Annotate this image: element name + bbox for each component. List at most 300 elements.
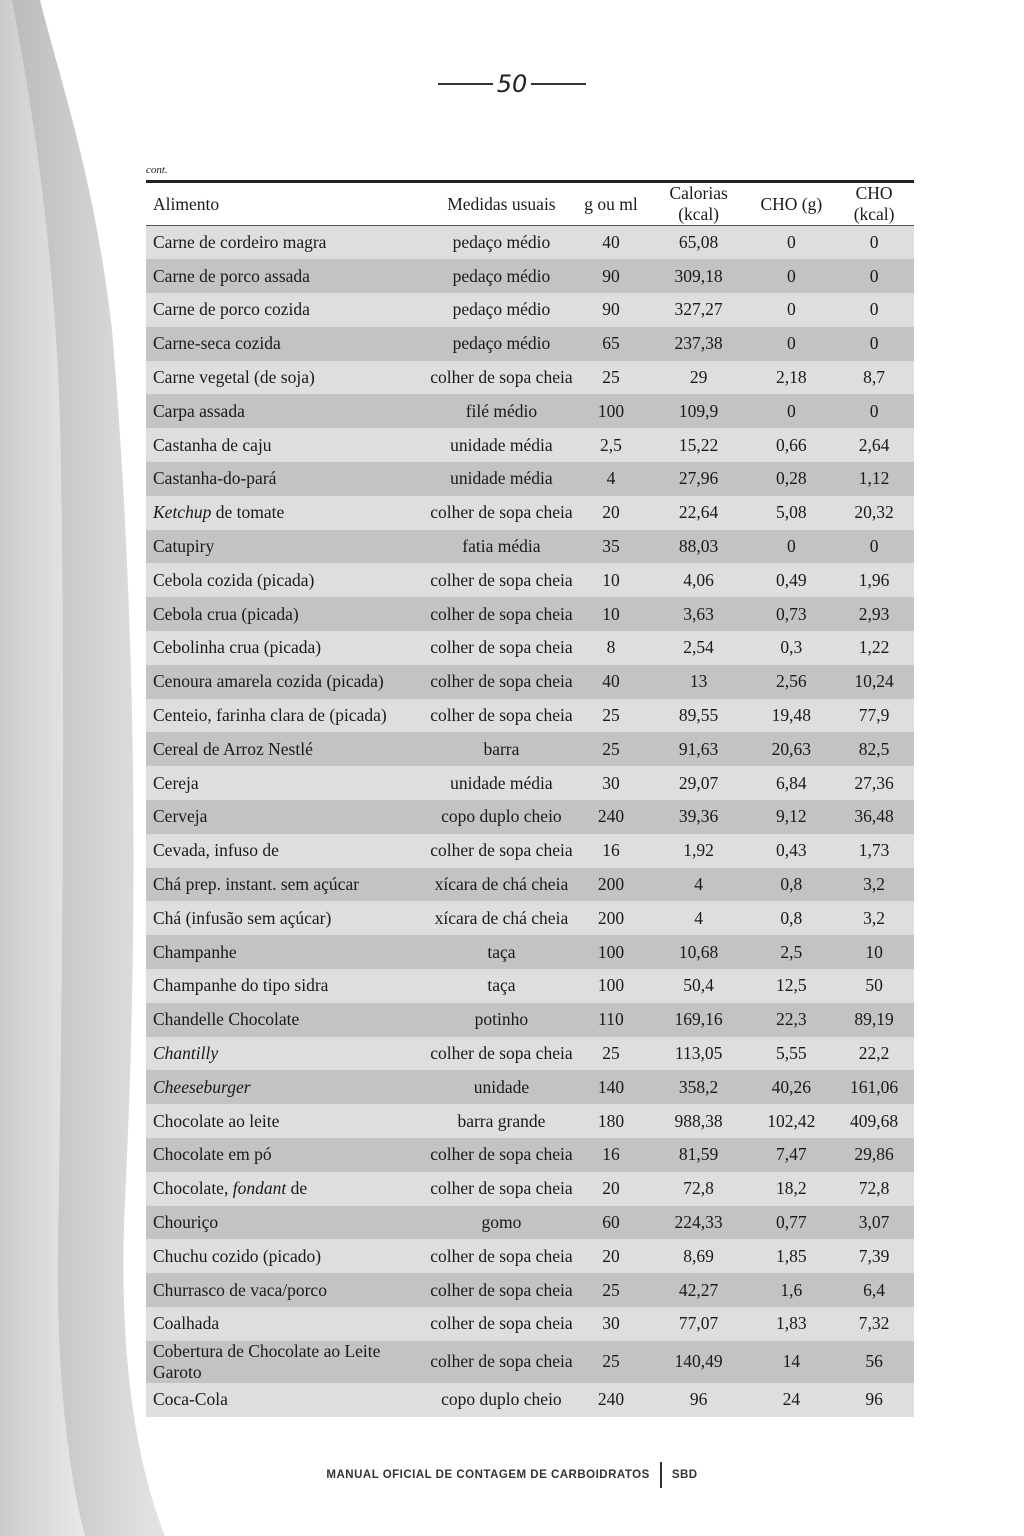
cell-cho-kcal: 0 xyxy=(834,259,914,293)
cell-medida: copo duplo cheio xyxy=(430,800,573,834)
cell-cho-g: 0 xyxy=(748,226,834,260)
alimento-text: Cebolinha crua (picada) xyxy=(153,637,322,658)
cell-g-ml: 100 xyxy=(573,969,649,1003)
cell-g-ml: 20 xyxy=(573,1172,649,1206)
cell-calorias: 72,8 xyxy=(649,1172,749,1206)
cell-cho-g: 0,8 xyxy=(748,901,834,935)
cell-g-ml: 240 xyxy=(573,800,649,834)
cell-medida: copo duplo cheio xyxy=(430,1383,573,1417)
header-cho-kcal: CHO (kcal) xyxy=(834,182,914,226)
cell-alimento xyxy=(146,597,430,631)
cell-alimento xyxy=(146,394,430,428)
alimento-text: Chouriço xyxy=(153,1212,219,1232)
cell-cho-kcal: 50 xyxy=(834,969,914,1003)
cell-cho-g: 2,56 xyxy=(748,665,834,699)
cell-cho-kcal: 7,39 xyxy=(834,1239,914,1273)
cell-alimento xyxy=(146,1383,430,1417)
alimento-text: Catupiry xyxy=(153,536,215,557)
cell-alimento xyxy=(146,1037,430,1071)
cell-calorias: 2,54 xyxy=(649,631,749,665)
cell-cho-kcal: 29,86 xyxy=(834,1138,914,1172)
cell-cho-kcal: 72,8 xyxy=(834,1172,914,1206)
cell-calorias: 4,06 xyxy=(649,563,749,597)
cell-g-ml: 2,5 xyxy=(573,428,649,462)
cell-g-ml: 25 xyxy=(573,699,649,733)
cell-medida: colher de sopa cheia xyxy=(430,1239,573,1273)
cell-medida: gomo xyxy=(430,1206,573,1240)
cell-alimento xyxy=(146,800,430,834)
cell-alimento xyxy=(146,1138,430,1172)
cell-cho-kcal: 82,5 xyxy=(834,732,914,766)
cell-g-ml: 200 xyxy=(573,868,649,902)
cell-cho-g: 0,3 xyxy=(748,631,834,665)
alimento-text: Cenoura amarela cozida (picada) xyxy=(153,671,384,692)
cell-medida: colher de sopa cheia xyxy=(430,834,573,868)
cell-cho-g: 0,66 xyxy=(748,428,834,462)
alimento-text: Cerveja xyxy=(153,806,208,827)
alimento-text: Cereal de Arroz Nestlé xyxy=(153,738,313,759)
cell-cho-kcal: 56 xyxy=(834,1341,914,1383)
alimento-text: Chocolate ao leite xyxy=(153,1110,280,1131)
alimento-text: Cereja xyxy=(153,772,199,793)
cell-medida: pedaço médio xyxy=(430,293,573,327)
table-row xyxy=(146,868,914,902)
cell-medida: xícara de chá cheia xyxy=(430,868,573,902)
table-row xyxy=(146,327,914,361)
table-row xyxy=(146,699,914,733)
cell-g-ml: 65 xyxy=(573,327,649,361)
alimento-text-suffix: de xyxy=(286,1178,308,1199)
footer-org: SBD xyxy=(671,1469,698,1481)
table-row xyxy=(146,766,914,800)
cell-g-ml: 25 xyxy=(573,1341,649,1383)
cell-cho-kcal: 1,96 xyxy=(834,563,914,597)
cell-alimento xyxy=(146,563,430,597)
alimento-italic-text: fondant xyxy=(232,1178,287,1199)
cell-calorias: 96 xyxy=(649,1383,749,1417)
table-row xyxy=(146,496,914,530)
cell-cho-g: 5,08 xyxy=(748,496,834,530)
alimento-text: Churrasco de vaca/porco xyxy=(153,1279,327,1300)
cell-calorias: 77,07 xyxy=(649,1307,749,1341)
cell-medida: fatia média xyxy=(430,530,573,564)
cell-alimento xyxy=(146,1172,430,1206)
cell-cho-kcal: 0 xyxy=(834,327,914,361)
cell-cho-g: 7,47 xyxy=(748,1138,834,1172)
cell-calorias: 8,69 xyxy=(649,1239,749,1273)
header-cho-g: CHO (g) xyxy=(748,182,834,226)
cell-cho-g: 0,77 xyxy=(748,1206,834,1240)
cell-g-ml: 180 xyxy=(573,1104,649,1138)
table-row xyxy=(146,1273,914,1307)
alimento-italic-text: Ketchup xyxy=(153,502,212,523)
alimento-text: Cebola crua (picada) xyxy=(153,603,299,624)
cell-g-ml: 35 xyxy=(573,530,649,564)
cell-medida: colher de sopa cheia xyxy=(430,699,573,733)
cell-medida: barra grande xyxy=(430,1104,573,1138)
alimento-text: Carne-seca cozida xyxy=(153,333,281,354)
cell-cho-g: 2,18 xyxy=(748,361,834,395)
cell-medida: xícara de chá cheia xyxy=(430,901,573,935)
cell-alimento xyxy=(146,631,430,665)
cell-cho-kcal: 0 xyxy=(834,293,914,327)
cell-cho-g: 24 xyxy=(748,1383,834,1417)
cell-medida: taça xyxy=(430,935,573,969)
cell-medida: colher de sopa cheia xyxy=(430,1341,573,1383)
footer-title: MANUAL OFICIAL DE CONTAGEM DE CARBOIDRATOS xyxy=(326,1469,650,1481)
alimento-text: Centeio, farinha clara de (picada) xyxy=(153,705,387,726)
cell-medida: filé médio xyxy=(430,394,573,428)
alimento-text: Cebola cozida (picada) xyxy=(153,569,315,590)
cell-g-ml: 30 xyxy=(573,1307,649,1341)
cell-cho-g: 14 xyxy=(748,1341,834,1383)
cell-cho-kcal: 1,73 xyxy=(834,834,914,868)
cell-g-ml: 10 xyxy=(573,563,649,597)
footer xyxy=(0,1462,1024,1488)
table-row xyxy=(146,1307,914,1341)
cell-cho-g: 18,2 xyxy=(748,1172,834,1206)
cell-cho-kcal: 2,64 xyxy=(834,428,914,462)
cell-cho-kcal: 3,2 xyxy=(834,901,914,935)
cell-alimento xyxy=(146,462,430,496)
cell-cho-g: 22,3 xyxy=(748,1003,834,1037)
cell-g-ml: 16 xyxy=(573,1138,649,1172)
cell-medida: colher de sopa cheia xyxy=(430,1037,573,1071)
cell-alimento xyxy=(146,1273,430,1307)
cell-calorias: 109,9 xyxy=(649,394,749,428)
cell-alimento xyxy=(146,1239,430,1273)
page-number-rule-left xyxy=(438,83,493,85)
cell-calorias: 309,18 xyxy=(649,259,749,293)
table-row xyxy=(146,293,914,327)
table-row xyxy=(146,361,914,395)
cell-medida: colher de sopa cheia xyxy=(430,1138,573,1172)
cell-alimento xyxy=(146,428,430,462)
table-row xyxy=(146,1138,914,1172)
cell-g-ml: 240 xyxy=(573,1383,649,1417)
cell-g-ml: 30 xyxy=(573,766,649,800)
table-row xyxy=(146,462,914,496)
cell-g-ml: 40 xyxy=(573,226,649,260)
table-row xyxy=(146,732,914,766)
table-row xyxy=(146,1037,914,1071)
cell-medida: pedaço médio xyxy=(430,226,573,260)
cell-calorias: 50,4 xyxy=(649,969,749,1003)
cell-alimento xyxy=(146,1341,430,1383)
cell-calorias: 15,22 xyxy=(649,428,749,462)
cell-medida: barra xyxy=(430,732,573,766)
table-row xyxy=(146,530,914,564)
cell-alimento xyxy=(146,868,430,902)
cell-cho-g: 0 xyxy=(748,259,834,293)
cell-cho-kcal: 3,2 xyxy=(834,868,914,902)
cell-alimento xyxy=(146,530,430,564)
cell-alimento xyxy=(146,259,430,293)
cell-cho-g: 9,12 xyxy=(748,800,834,834)
cell-calorias: 81,59 xyxy=(649,1138,749,1172)
table-row xyxy=(146,1104,914,1138)
cell-medida: colher de sopa cheia xyxy=(430,665,573,699)
cell-cho-kcal: 0 xyxy=(834,394,914,428)
cell-calorias: 27,96 xyxy=(649,462,749,496)
cell-medida: colher de sopa cheia xyxy=(430,361,573,395)
cell-cho-kcal: 409,68 xyxy=(834,1104,914,1138)
cell-cho-g: 0 xyxy=(748,327,834,361)
cell-cho-g: 0,8 xyxy=(748,868,834,902)
table-row xyxy=(146,834,914,868)
alimento-text: Carpa assada xyxy=(153,400,245,421)
cell-alimento xyxy=(146,935,430,969)
cell-calorias: 1,92 xyxy=(649,834,749,868)
cell-g-ml: 25 xyxy=(573,1037,649,1071)
cell-cho-g: 0 xyxy=(748,394,834,428)
cell-medida: potinho xyxy=(430,1003,573,1037)
cell-medida: colher de sopa cheia xyxy=(430,563,573,597)
cell-cho-g: 19,48 xyxy=(748,699,834,733)
alimento-text: Champanhe do tipo sidra xyxy=(153,975,329,996)
cell-cho-g: 6,84 xyxy=(748,766,834,800)
table-row xyxy=(146,1070,914,1104)
cell-cho-g: 5,55 xyxy=(748,1037,834,1071)
cell-cho-kcal: 1,22 xyxy=(834,631,914,665)
header-alimento: Alimento xyxy=(146,182,430,226)
cell-calorias: 65,08 xyxy=(649,226,749,260)
cell-g-ml: 20 xyxy=(573,1239,649,1273)
cell-calorias: 224,33 xyxy=(649,1206,749,1240)
cell-cho-g: 0 xyxy=(748,293,834,327)
cell-cho-kcal: 22,2 xyxy=(834,1037,914,1071)
table-row xyxy=(146,259,914,293)
table-row xyxy=(146,1341,914,1383)
cell-cho-kcal: 2,93 xyxy=(834,597,914,631)
cell-cho-g: 0,73 xyxy=(748,597,834,631)
cell-cho-g: 1,6 xyxy=(748,1273,834,1307)
cell-g-ml: 8 xyxy=(573,631,649,665)
cell-alimento xyxy=(146,361,430,395)
cell-g-ml: 20 xyxy=(573,496,649,530)
cell-calorias: 4 xyxy=(649,901,749,935)
cell-medida: unidade média xyxy=(430,428,573,462)
cell-calorias: 88,03 xyxy=(649,530,749,564)
table-body xyxy=(146,226,914,1417)
alimento-text: Castanha-do-pará xyxy=(153,468,277,489)
table-row xyxy=(146,1003,914,1037)
cell-alimento xyxy=(146,496,430,530)
cell-medida: taça xyxy=(430,969,573,1003)
alimento-text: Coca-Cola xyxy=(153,1389,228,1410)
table-row xyxy=(146,394,914,428)
cell-cho-g: 0 xyxy=(748,530,834,564)
cell-cho-g: 102,42 xyxy=(748,1104,834,1138)
cell-calorias: 29,07 xyxy=(649,766,749,800)
table-row xyxy=(146,1172,914,1206)
cell-medida: pedaço médio xyxy=(430,327,573,361)
cell-calorias: 327,27 xyxy=(649,293,749,327)
alimento-text: Carne de cordeiro magra xyxy=(153,232,327,253)
cell-cho-kcal: 0 xyxy=(834,530,914,564)
table-row xyxy=(146,428,914,462)
alimento-text: Carne de porco assada xyxy=(153,265,310,286)
cell-alimento xyxy=(146,901,430,935)
food-table xyxy=(146,180,914,1417)
cell-cho-kcal: 161,06 xyxy=(834,1070,914,1104)
table-row xyxy=(146,1206,914,1240)
cell-cho-g: 1,83 xyxy=(748,1307,834,1341)
cell-g-ml: 140 xyxy=(573,1070,649,1104)
alimento-text: Coalhada xyxy=(153,1313,220,1334)
cell-g-ml: 25 xyxy=(573,732,649,766)
cell-medida: colher de sopa cheia xyxy=(430,597,573,631)
table-row xyxy=(146,1239,914,1273)
cell-cho-kcal: 8,7 xyxy=(834,361,914,395)
alimento-text: Chá (infusão sem açúcar) xyxy=(153,907,332,928)
cell-cho-g: 40,26 xyxy=(748,1070,834,1104)
cell-g-ml: 25 xyxy=(573,361,649,395)
cell-alimento xyxy=(146,969,430,1003)
cell-alimento xyxy=(146,699,430,733)
cell-cho-g: 2,5 xyxy=(748,935,834,969)
cell-calorias: 91,63 xyxy=(649,732,749,766)
alimento-text: Carne vegetal (de soja) xyxy=(153,367,315,388)
alimento-text: Chandelle Chocolate xyxy=(153,1009,300,1030)
cell-alimento xyxy=(146,327,430,361)
cell-alimento xyxy=(146,1003,430,1037)
cell-cho-g: 0,43 xyxy=(748,834,834,868)
cell-cho-kcal: 0 xyxy=(834,226,914,260)
cell-calorias: 29 xyxy=(649,361,749,395)
cell-cho-g: 1,85 xyxy=(748,1239,834,1273)
cell-calorias: 988,38 xyxy=(649,1104,749,1138)
cell-cho-kcal: 77,9 xyxy=(834,699,914,733)
page-number-rule-right xyxy=(531,83,586,85)
cell-g-ml: 40 xyxy=(573,665,649,699)
cell-calorias: 39,36 xyxy=(649,800,749,834)
cell-g-ml: 90 xyxy=(573,259,649,293)
cell-medida: colher de sopa cheia xyxy=(430,1172,573,1206)
cell-cho-kcal: 7,32 xyxy=(834,1307,914,1341)
cell-alimento xyxy=(146,1206,430,1240)
alimento-italic-text: Cheeseburger xyxy=(153,1076,251,1097)
table-row xyxy=(146,800,914,834)
cell-cho-g: 0,28 xyxy=(748,462,834,496)
cell-alimento xyxy=(146,1070,430,1104)
cell-cho-kcal: 10,24 xyxy=(834,665,914,699)
cell-medida: unidade média xyxy=(430,766,573,800)
cell-medida: colher de sopa cheia xyxy=(430,1273,573,1307)
cell-cho-kcal: 10 xyxy=(834,935,914,969)
cell-g-ml: 100 xyxy=(573,394,649,428)
table-row xyxy=(146,935,914,969)
cell-alimento xyxy=(146,293,430,327)
table-row xyxy=(146,901,914,935)
table-row xyxy=(146,226,914,260)
cell-alimento xyxy=(146,834,430,868)
cell-calorias: 169,16 xyxy=(649,1003,749,1037)
cell-medida: unidade média xyxy=(430,462,573,496)
table-header xyxy=(146,182,914,226)
cell-cho-kcal: 3,07 xyxy=(834,1206,914,1240)
cell-g-ml: 25 xyxy=(573,1273,649,1307)
alimento-text: Carne de porco cozida xyxy=(153,299,310,320)
cell-alimento xyxy=(146,732,430,766)
cell-calorias: 10,68 xyxy=(649,935,749,969)
alimento-text: Chá prep. instant. sem açúcar xyxy=(153,874,360,895)
cell-calorias: 89,55 xyxy=(649,699,749,733)
cell-g-ml: 100 xyxy=(573,935,649,969)
alimento-text: Champanhe xyxy=(153,941,237,962)
alimento-text-suffix: de tomate xyxy=(211,502,285,523)
alimento-text: Chuchu cozido (picado) xyxy=(153,1245,322,1266)
table-row xyxy=(146,631,914,665)
cell-cho-g: 12,5 xyxy=(748,969,834,1003)
cell-cho-kcal: 27,36 xyxy=(834,766,914,800)
cell-cho-kcal: 89,19 xyxy=(834,1003,914,1037)
cell-cho-kcal: 1,12 xyxy=(834,462,914,496)
cell-medida: pedaço médio xyxy=(430,259,573,293)
footer-separator xyxy=(660,1462,662,1488)
cell-cho-g: 20,63 xyxy=(748,732,834,766)
cell-medida: colher de sopa cheia xyxy=(430,631,573,665)
page-number-text: 50 xyxy=(496,70,528,98)
cell-g-ml: 110 xyxy=(573,1003,649,1037)
cell-calorias: 22,64 xyxy=(649,496,749,530)
cell-g-ml: 10 xyxy=(573,597,649,631)
header-calorias: Calorias (kcal) xyxy=(649,182,749,226)
cell-calorias: 42,27 xyxy=(649,1273,749,1307)
cell-cho-g: 0,49 xyxy=(748,563,834,597)
page-number xyxy=(0,70,1024,98)
table-row xyxy=(146,1383,914,1417)
alimento-text: Chocolate em pó xyxy=(153,1144,272,1165)
cell-medida: colher de sopa cheia xyxy=(430,496,573,530)
cell-cho-kcal: 96 xyxy=(834,1383,914,1417)
alimento-text: Castanha de caju xyxy=(153,434,272,455)
alimento-text: Chocolate, xyxy=(153,1178,233,1199)
cell-calorias: 237,38 xyxy=(649,327,749,361)
cell-g-ml: 4 xyxy=(573,462,649,496)
cell-cho-kcal: 36,48 xyxy=(834,800,914,834)
cell-cho-kcal: 20,32 xyxy=(834,496,914,530)
cell-calorias: 140,49 xyxy=(649,1341,749,1383)
cell-medida: colher de sopa cheia xyxy=(430,1307,573,1341)
alimento-text: Cobertura de Chocolate ao Leite Garoto xyxy=(153,1340,381,1382)
header-medidas: Medidas usuais xyxy=(430,182,573,226)
header-g-ml: g ou ml xyxy=(573,182,649,226)
table-row xyxy=(146,969,914,1003)
cell-alimento xyxy=(146,766,430,800)
cell-g-ml: 90 xyxy=(573,293,649,327)
cell-calorias: 13 xyxy=(649,665,749,699)
cell-cho-kcal: 6,4 xyxy=(834,1273,914,1307)
table-row xyxy=(146,563,914,597)
alimento-text: Cevada, infuso de xyxy=(153,840,279,861)
cell-alimento xyxy=(146,1307,430,1341)
continued-label: cont. xyxy=(146,164,168,176)
cell-calorias: 3,63 xyxy=(649,597,749,631)
cell-g-ml: 16 xyxy=(573,834,649,868)
cell-g-ml: 60 xyxy=(573,1206,649,1240)
cell-calorias: 358,2 xyxy=(649,1070,749,1104)
cell-alimento xyxy=(146,226,430,260)
cell-calorias: 113,05 xyxy=(649,1037,749,1071)
cell-medida: unidade xyxy=(430,1070,573,1104)
cell-g-ml: 200 xyxy=(573,901,649,935)
cell-calorias: 4 xyxy=(649,868,749,902)
alimento-italic-text: Chantilly xyxy=(153,1043,219,1064)
cell-alimento xyxy=(146,665,430,699)
table-row xyxy=(146,665,914,699)
cell-alimento xyxy=(146,1104,430,1138)
